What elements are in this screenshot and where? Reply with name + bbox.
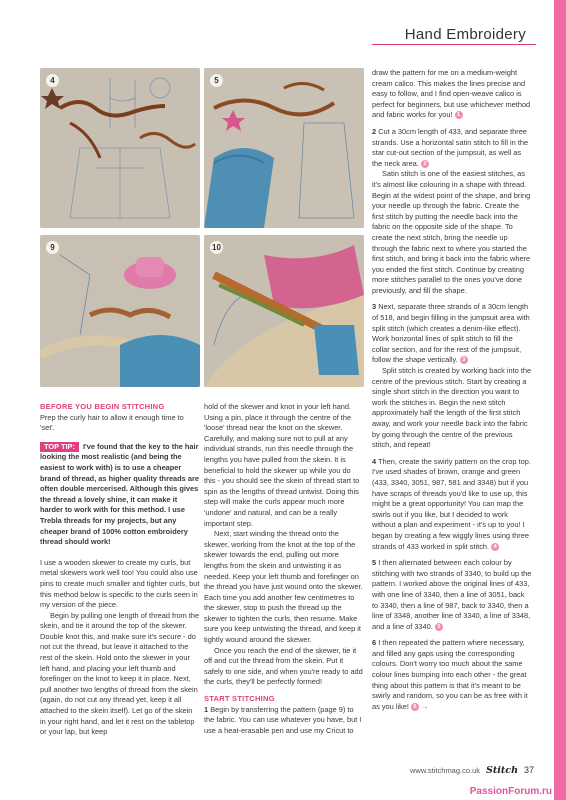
watermark: PassionForum.ru (469, 786, 552, 797)
photo-number: 9 (46, 241, 59, 254)
step-4-text: Then, create the swirly pattern on the crop top. I've used shades of brown, orange and green (433, 3340, 3051, 987, 581 and 3348) but if you have scraps of threads you'd like to use up, this might be a great opportunity! You can map the swirls out if you like, but I decided to work without a plan and experiment - it's up to you! I began by creating a few wiggly lines using three strands of 433 worked in split stitch. (372, 456, 531, 551)
magazine-logo: Stitch (486, 765, 518, 776)
start-stitching-heading: START STITCHING (204, 694, 275, 704)
step-1-continued: draw the pattern for me on a medium-weight cream calico. This makes the lines precise and easy to follow, and I find open-weave calico is perfect for beginners, but use whichever method and fabric works for you! (372, 68, 531, 120)
body-paragraph: Satin stitch is one of the easiest stitches, as it's almost like colouring in a shape with thread. Begin at the widest point of the shape, and bring your needle up through the fabric. Create the first stitch by putting the needle back into the fabric on the opposite side of the shape. To create the next stitch, bring the needle up through the fabric next to where you started the first stitch, and bring it back into the fabric where you ended the first stitch. Continue by creating more stitches parallel to the ones you've done previously, and fill the shape. (372, 169, 531, 295)
body-paragraph: Once you reach the end of the skewer, tie it off and cut the thread from the skein. Put it safely to one side, and when you're ready to add the curls, they'll be perfectly formed! (204, 645, 363, 687)
photo-step-4-image (40, 68, 200, 228)
photo-step-5 (204, 68, 364, 228)
column-2 (204, 402, 364, 736)
step-1-text: Begin by transferring the pattern (page 9) to the fabric. You can use whatever you have, but I use a heat-erasable pen and use my Cricut to (204, 704, 362, 735)
column-3 (372, 68, 532, 712)
section-title: Hand Embroidery (404, 26, 526, 43)
photo-step-9-image (40, 235, 200, 387)
step-number: 1 (204, 704, 209, 714)
photo-ref-badge: 6 (411, 703, 419, 711)
body-paragraph: hold of the skewer and knot in your left hand. Using a pin, place it through the centre of the 'loose' thread near the knot on the skewer. Carefully, and making sure not to pull at any individual strands, run this needle through the lengths you have pulled from the skein. It is beneficial to hold the skewer up while you do this - you should see the skein of thread start to spin as the lengths of thread untwist. Doing this step will make the curls appear much more 'undone' and natural, and can be a really important step. (204, 402, 360, 528)
top-tip-text: I've found that the key to the hair looking the most realistic (and being the easiest to work with) is to use a cheaper brand of thread, as higher quality threads are often double mercerised. Although this gives the thread a lovely shine, it can make it harder to work with for this method. I use Trebla threads for my projects, but any cheaper brand of 100% cotton embroidery thread should work! (40, 441, 199, 547)
step-6-text: I then repeated the pattern where necessary, and filled any gaps using the corresponding colours. Don't worry too much about the same colour lines bumping into each other - the great thing about this pattern is that it's meant to be swirly and random, so you can be as free with it as you like! (372, 638, 528, 711)
photo-step-10-image (204, 235, 364, 387)
step-2-paragraph (372, 127, 532, 169)
body-paragraph: Begin by pulling one length of thread from the skein, and tie it around the top of the skewer. Double knot this, and make sure it's secure - do not cut the thread, but leave it attached to the rest of the skein. Hold onto the skewer in your left hand, and placing your left thumb and forefinger on the knot to keep it in place. Next, pull another two lengths of thread from the skein (again, do not cut any thread yet, keep it all attached to the skein itself). Let go of the skein in your right hand, and let it rest on the tabletop or your lap, but keep (40, 610, 200, 737)
body-paragraph: I use a wooden skewer to create my curls, but metal skewers work well too! You could also use pins to create much smaller and tighter curls, but this method below is specific to the curls seen in my version of the piece. (40, 557, 200, 610)
body-paragraph: Split stitch is created by working back into the centre of the previous stitch. Start by creating a single short stitch in the direction you want to work the stitches in. Begin the next stitch approximately half the length of the first stitch away, and work your needle back into the fabric by going through the centre of the previous stitch, and repeat! (372, 366, 532, 450)
photo-number: 4 (46, 74, 59, 87)
step-2-text: Cut a 30cm length of 433, and separate three strands. Use a horizontal satin stitch to fill in the star cut-out section of the jumpsuit, as well as the neck area. (372, 126, 529, 168)
step-number: 6 (372, 638, 377, 648)
photo-step-5-image (204, 68, 364, 228)
photo-number: 5 (210, 74, 223, 87)
column-1 (40, 402, 200, 738)
continue-arrow-icon: → (421, 701, 429, 711)
photo-ref-badge: 4 (491, 543, 499, 551)
step-6-paragraph (372, 638, 532, 712)
before-stitching-heading: BEFORE YOU BEGIN STITCHING (40, 402, 165, 411)
body-paragraph: Next, start winding the thread onto the skewer, working from the knot at the top of the skewer towards the end, pulling out more lengths from the skein and untwisting it as needed. Keep your left thumb and forefinger on the thread you have just wound onto the skewer. Each time you add another few centimetres to the skewer, stop to push the thread up the skewer to tighten the curls, then resume. Make sure you keep untwisting the thread, and keep it tightly wound around the skewer. (204, 529, 363, 645)
step-4-paragraph (372, 457, 532, 552)
photo-ref-badge: 1 (455, 111, 463, 119)
top-tip-box (40, 442, 200, 552)
page-footer (410, 765, 534, 776)
top-tip-label: TOP TIP: (40, 442, 79, 453)
page-edge-bar (554, 0, 566, 800)
photo-step-4 (40, 68, 200, 228)
step-number: 3 (372, 302, 377, 312)
footer-url: www.stitchmag.co.uk (410, 766, 481, 775)
step-number: 5 (372, 558, 377, 568)
before-stitching-intro: Prep the curly hair to allow it enough time to 'set'. (40, 412, 184, 433)
body-paragraph (372, 68, 532, 121)
page-number: 37 (523, 765, 534, 775)
step-number: 2 (372, 126, 377, 136)
step-5-text: I then alternated between each colour by stitching with two strands of 3340, to build up the pattern. I worked above the original lines of 433, with one line of 3340, then a line of 3051, back to 3340, then a line of 987, back to 3340, then a line of 3348, another line of 3340, a line of 3348, and a line of 3340. (372, 558, 532, 631)
header-rule (372, 44, 536, 45)
photo-step-9 (40, 235, 200, 387)
step-3-paragraph (372, 302, 532, 366)
photo-step-10 (204, 235, 364, 387)
step-1-paragraph (204, 705, 364, 737)
step-3-text: Next, separate three strands of a 30cm length of 518, and begin filling in the jumpsuit area with split stitch (which creates a denim-like effect). Work horizontal lines of split stitch to fill the collar section, and for the rest of the jumpsuit, follow the shape vertically. (372, 302, 530, 365)
photo-number: 10 (210, 241, 223, 254)
photo-ref-badge: 3 (460, 356, 468, 364)
photo-ref-badge: 2 (421, 160, 429, 168)
step-number: 4 (372, 456, 377, 466)
photo-ref-badge: 5 (435, 623, 443, 631)
step-5-paragraph (372, 558, 532, 632)
